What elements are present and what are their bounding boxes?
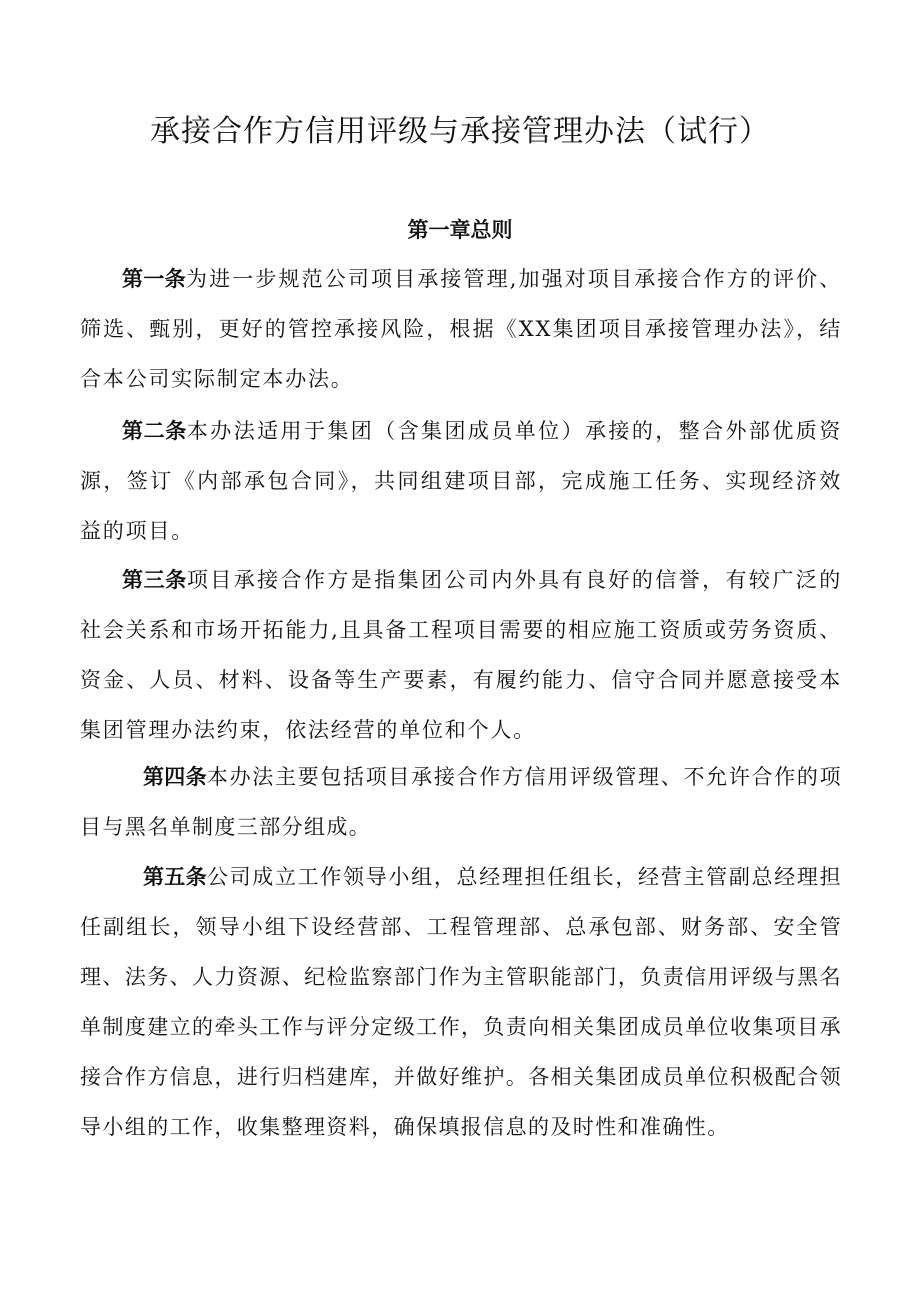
article-text: 公司成立工作领导小组，总经理担任组长，经营主管副总经理担任副组长，领导小组下设经营部、工程管理部、总承包部、财务部、安全管理、法务、人力资源、纪检监察部门作为主管职能部门，负责信用评级与黑名单制度建立的牵头工作与评分定级工作，负责向相关集团成员单位收集项目承接合作方信息，进行归档建库，并做好维护。各相关集团成员单位积极配合领导小组的工作，收集整理资料，确保填报信息的及时性和准确性。 [80, 865, 843, 1139]
article-3 [80, 555, 842, 755]
article-lead: 第四条 [143, 765, 207, 789]
article-5 [80, 852, 842, 1152]
article-lead: 第二条 [122, 419, 187, 443]
chapter-heading: 第一章总则 [407, 218, 513, 242]
article-2 [80, 406, 842, 556]
article-4 [80, 752, 842, 852]
article-text: 本办法主要包括项目承接合作方信用评级管理、不允许合作的项目与黑名单制度三部分组成。 [80, 765, 843, 839]
article-lead: 第五条 [143, 865, 207, 889]
article-1 [80, 254, 842, 404]
article-lead: 第三条 [122, 568, 187, 592]
document-title: 承接合作方信用评级与承接管理办法（试行） [150, 114, 770, 149]
article-lead: 第一条 [122, 267, 186, 291]
article-text: 本办法适用于集团（含集团成员单位）承接的，整合外部优质资源，签订《内部承包合同》，共同组建项目部，完成施工任务、实现经济效益的项目。 [80, 419, 842, 543]
article-text: 为进一步规范公司项目承接管理,加强对项目承接合作方的评价、筛选、甄别，更好的管控承接风险，根据《XX集团项目承接管理办法》，结合本公司实际制定本办法。 [80, 267, 843, 391]
article-text: 项目承接合作方是指集团公司内外具有良好的信誉，有较广泛的社会关系和市场开拓能力,且具备工程项目需要的相应施工资质或劳务资质、资金、人员、材料、设备等生产要素，有履约能力、信守合同并愿意接受本集团管理办法约束，依法经营的单位和个人。 [80, 568, 842, 742]
